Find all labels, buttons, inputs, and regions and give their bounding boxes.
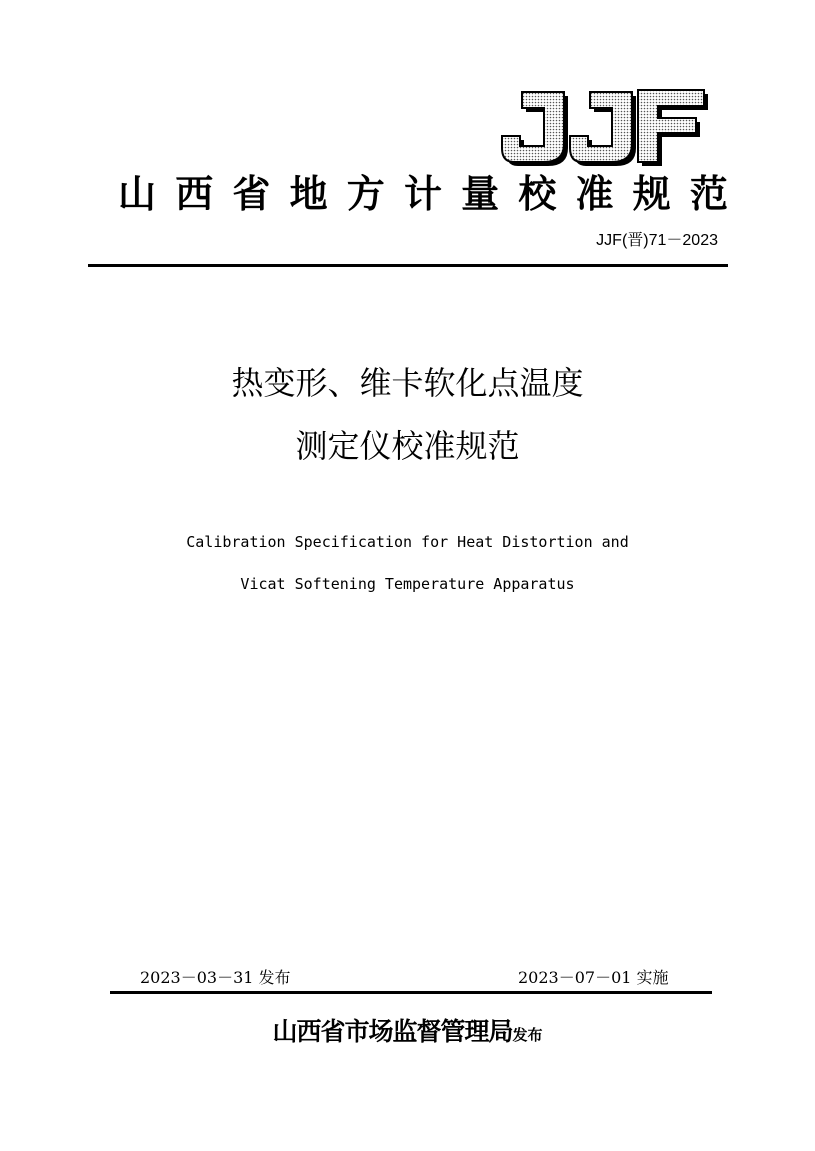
title-en-line1: Calibration Specification for Heat Distortion and <box>186 533 629 551</box>
issuer <box>0 1012 815 1048</box>
title-zh-line2: 测定仪校准规范 <box>295 427 520 465</box>
title-en-line2: Vicat Softening Temperature Apparatus <box>240 575 575 593</box>
org-title-char: 校 <box>518 171 557 216</box>
implementation-date: 2023－07－01 实施 <box>518 968 669 987</box>
org-title-char: 西 <box>175 171 214 216</box>
org-title-char: 地 <box>289 171 328 216</box>
org-title-char: 量 <box>461 171 500 216</box>
standard-code: JJF(晋)71－2023 <box>596 232 718 249</box>
header-divider <box>88 264 728 267</box>
org-title-char: 省 <box>232 171 271 216</box>
logo-letter-j1 <box>502 92 568 166</box>
org-title-char: 计 <box>403 171 442 216</box>
org-title-char: 规 <box>632 171 671 216</box>
title-zh-line1: 热变形、维卡软化点温度 <box>231 364 584 402</box>
jjf-logo <box>498 86 710 168</box>
issuer-suffix: 发布 <box>512 1026 543 1044</box>
org-title-char: 方 <box>346 171 385 216</box>
org-title-char: 山 <box>118 171 157 216</box>
logo-letter-f <box>638 90 708 166</box>
org-title-char: 准 <box>575 171 614 216</box>
logo-letter-j2 <box>570 92 636 166</box>
issue-date: 2023－03－31 发布 <box>140 968 291 987</box>
issuer-name: 山西省市场监督管理局 <box>272 1017 513 1046</box>
org-title <box>118 166 728 222</box>
org-title-char: 范 <box>689 171 728 216</box>
footer-divider <box>110 991 712 994</box>
